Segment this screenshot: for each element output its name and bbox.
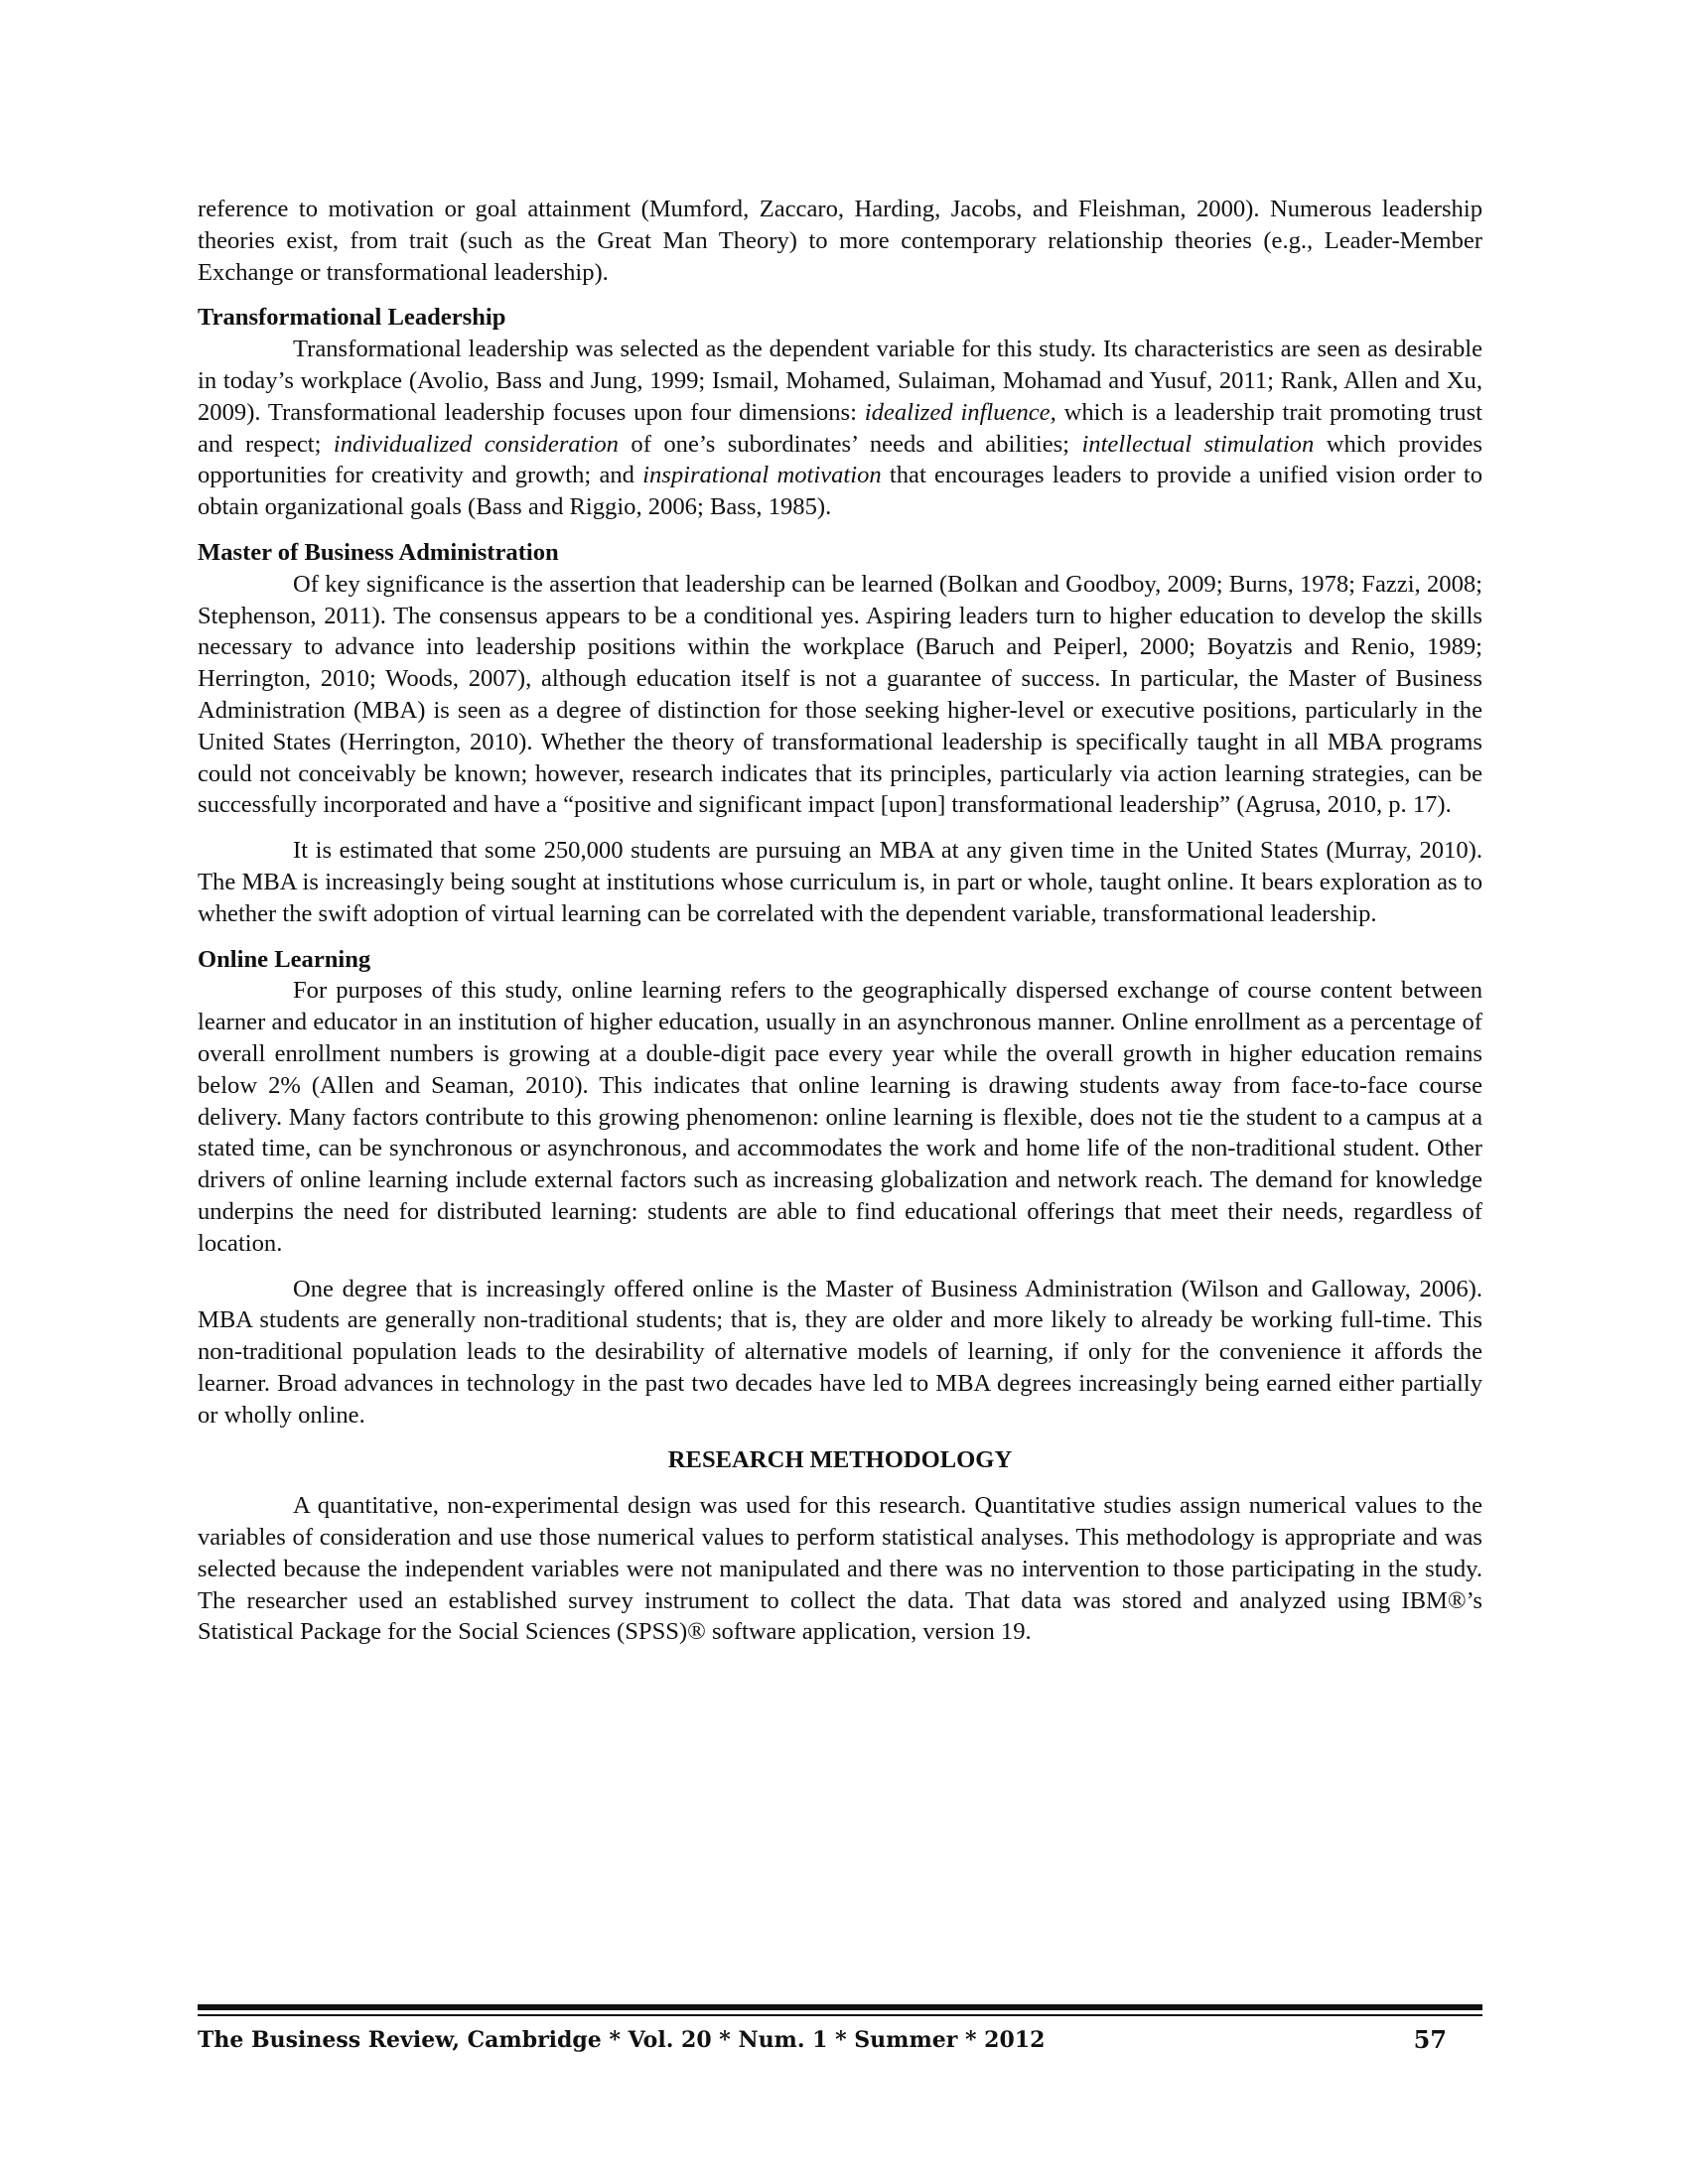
paragraph-intro: reference to motivation or goal attainment (Mumford, Zaccaro, Harding, Jacobs, and Fleishman, 2000). Numerous leadership theories exist, from trait (such as the Great Man Theory) to more contemporary relationship theories (e.g., Leader-Member Exchange or transformational leadership). [198, 196, 1482, 286]
paragraph-online-learning-2: One degree that is increasingly offered online is the Master of Business Administration (Wilson and Galloway, 2006). MBA students are generally non-traditional students; that is, they are older and more likely to already be working full-time. This non-traditional population leads to the desirability of alternative models of learning, if only for the convenience it affords the learner. Broad advances in technology in the past two decades have led to MBA degrees increasingly being earned either partially or wholly online. [198, 1275, 1482, 1429]
heading-research-methodology: RESEARCH METHODOLOGY [667, 1446, 1013, 1474]
text-run: that encourages leaders to provide a unified vision order to obtain organizational goals (Bass and Riggio, 2006; Bass, 1985). [198, 462, 1482, 521]
paragraph-mba-1: Of key significance is the assertion that leadership can be learned (Bolkan and Goodboy, 2009; Burns, 1978; Fazzi, 2008; Stephenson, 2011). The consensus appears to be a conditional yes. Aspiring leaders turn to higher education to develop the skills necessary to advance into leadership positions within the workplace (Baruch and Peiperl, 2000; Boyatzis and Renio, 1989; Herrington, 2010; Woods, 2007), although education itself is not a guarantee of success. In particular, the Master of Business Administration (MBA) is seen as a degree of distinction for those seeking higher-level or executive positions, particularly in the United States (Herrington, 2010). Whether the theory of transformational leadership is specifically taught in all MBA programs could not conceivably be known; however, research indicates that its principles, particularly via action learning strategies, can be successfully incorporated and have a “positive and significant impact [upon] transformational leadership” (Agrusa, 2010, p. 17). [198, 570, 1482, 819]
italic-term: inspirational motivation [642, 462, 882, 489]
text-run: of one’s subordinates’ needs and abilities; [618, 430, 1082, 458]
journal-citation: The Business Review, Cambridge * Vol. 20 * Num. 1 * Summer * 2012 [198, 2027, 1046, 2053]
heading-transformational-leadership: Transformational Leadership [198, 304, 506, 332]
heading-mba: Master of Business Administration [198, 538, 559, 566]
page-number: 57 [1413, 2025, 1447, 2054]
italic-term: individualized consideration [333, 430, 619, 458]
paragraph-research-methodology: A quantitative, non-experimental design was used for this research. Quantitative studies assign numerical values to the variables of consideration and use those numerical values to perform statistical analyses. This methodology is appropriate and was selected because the independent variables were not manipulated and there was no intervention to those participating in the study. The researcher used an established survey instrument to collect the data. That data was stored and analyzed using IBM®’s Statistical Package for the Social Sciences (SPSS)® software application, version 19. [198, 1492, 1482, 1646]
italic-term: intellectual stimulation [1081, 430, 1315, 458]
text-run: which provides opportunities for creativity and growth; and [198, 430, 1482, 489]
italic-term: idealized influence, [864, 398, 1056, 426]
page-footer [198, 2020, 1482, 2060]
heading-online-learning: Online Learning [198, 945, 371, 973]
footer-rule-thick [198, 2004, 1482, 2010]
paragraph-transformational-leadership [198, 334, 1482, 523]
paragraph-mba-2: It is estimated that some 250,000 students are pursuing an MBA at any given time in the United States (Murray, 2010). The MBA is increasingly being sought at institutions whose curriculum is, in part or whole, taught online. It bears exploration as to whether the swift adoption of virtual learning can be correlated with the dependent variable, transformational leadership. [198, 837, 1482, 927]
text-run: Transformational leadership was selected as the dependent variable for this study. Its characteristics are seen as desirable in today’s workplace (Avolio, Bass and Jung, 1999; Ismail, Mohamed, Sulaiman, Mohamad and Yusuf, 2011; Rank, Allen and Xu, 2009). Transformational leadership focuses upon four dimensions: [198, 336, 1482, 426]
footer-rule-thin [198, 2014, 1482, 2016]
paragraph-online-learning-1: For purposes of this study, online learning refers to the geographically dispersed exchange of course content between learner and educator in an institution of higher education, usually in an asynchronous manner. Online enrollment as a percentage of overall enrollment numbers is growing at a double-digit pace every year while the overall growth in higher education remains below 2% (Allen and Seaman, 2010). This indicates that online learning is drawing students away from face-to-face course delivery. Many factors contribute to this growing phenomenon: online learning is flexible, does not tie the student to a campus at a stated time, can be synchronous or asynchronous, and accommodates the work and home life of the non-traditional student. Other drivers of online learning include external factors such as increasing globalization and network reach. The demand for knowledge underpins the need for distributed learning: students are able to find educational offerings that meet their needs, regardless of location. [198, 977, 1482, 1257]
body-text [198, 194, 1482, 1648]
text-run: which is a leadership trait promoting trust and respect; [198, 398, 1483, 458]
